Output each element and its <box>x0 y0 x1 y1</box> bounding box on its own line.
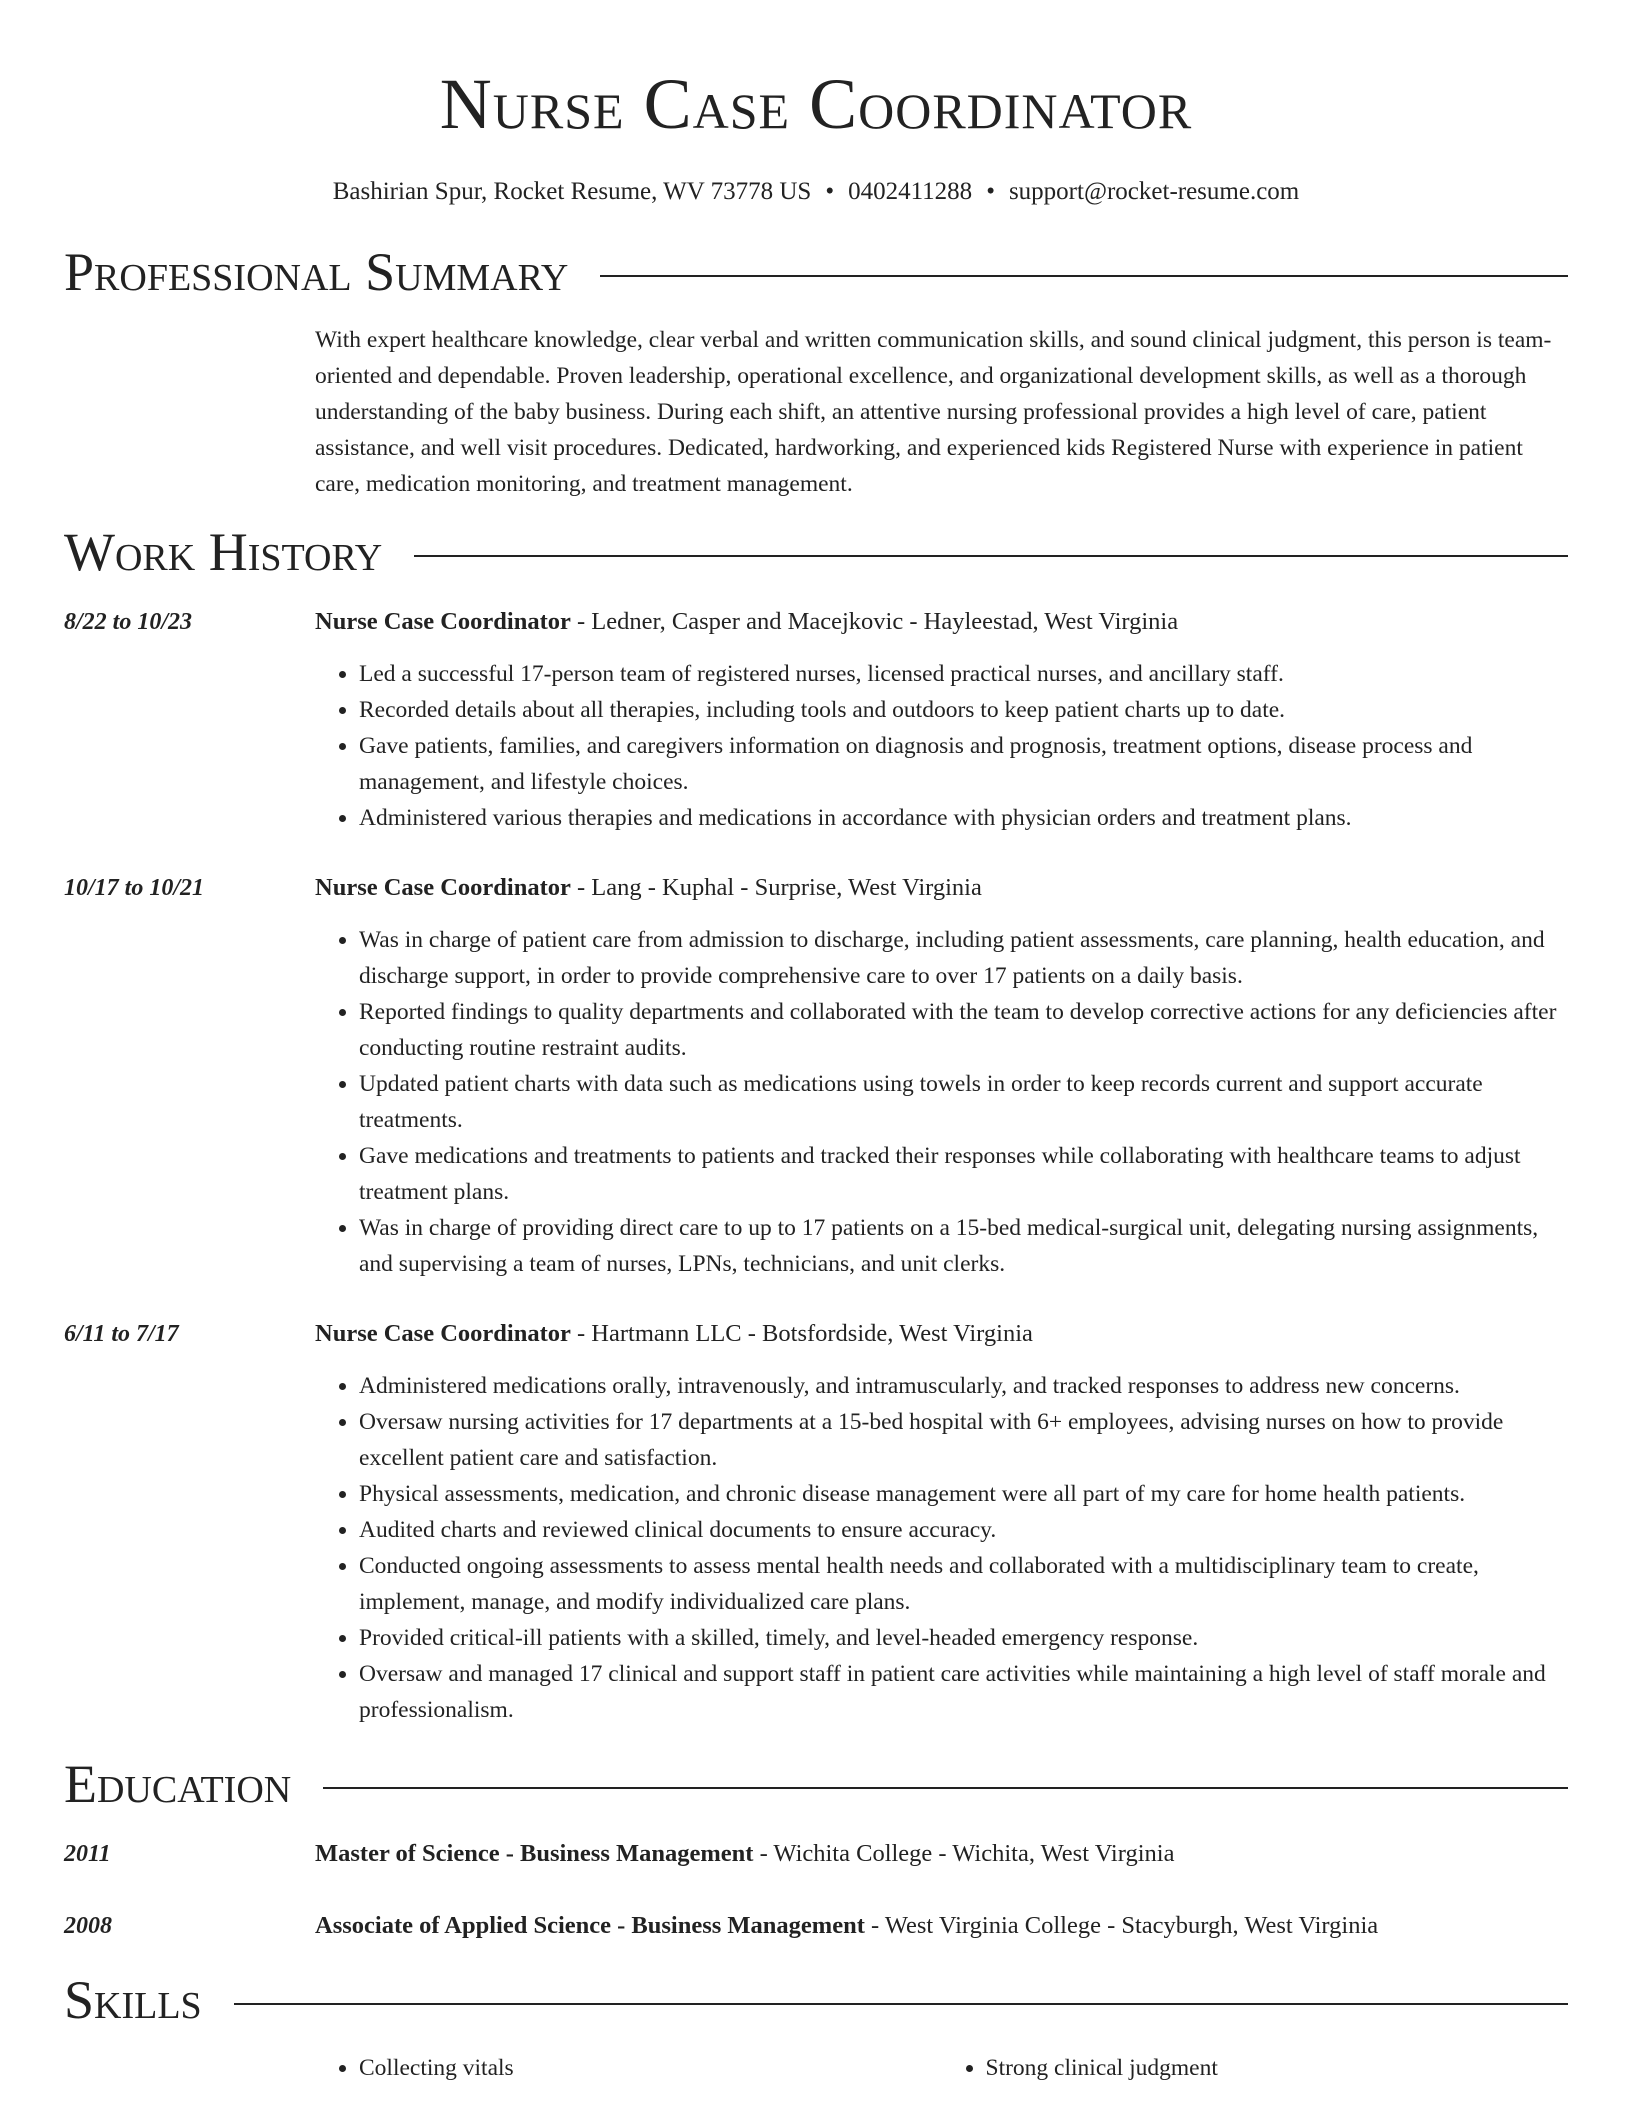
job-bullet: • Conducted ongoing assessments to assess mental health needs and collaborated with a multidisciplinary team to create, implement, manage, and modify individualized care plans. <box>359 1548 1568 1620</box>
contact-email[interactable]: support@rocket-resume.com <box>1008 178 1300 205</box>
job-bullet: • Reported findings to quality departments and collaborated with the team to develop corrective actions for any deficiencies after conducting routine restraint audits. <box>359 994 1568 1066</box>
job-title: Nurse Case Coordinator <box>315 874 571 901</box>
section-divider <box>600 275 1568 277</box>
work-dates: 8/22 to 10/23 <box>64 609 193 635</box>
skills-heading: Skills <box>64 1970 202 2030</box>
job-bullets <box>315 922 1568 1282</box>
education-year: 2011 <box>64 1841 111 1867</box>
contact-separator: • <box>986 178 995 205</box>
job-bullet: • Gave medications and treatments to patients and tracked their responses while collaborating with healthcare teams to adjust treatment plans. <box>359 1138 1568 1210</box>
skills-column-right <box>942 2050 1569 2086</box>
job-bullets <box>315 656 1568 836</box>
job-bullet: • Administered medications orally, intravenously, and intramuscularly, and tracked responses to address new concerns. <box>359 1368 1568 1404</box>
skills-list <box>315 2050 1568 2086</box>
education-degree: Associate of Applied Science - Business Management <box>315 1912 865 1939</box>
work-entry <box>64 604 1568 836</box>
summary-heading: Professional Summary <box>64 242 569 302</box>
job-bullet: • Updated patient charts with data such as medications using towels in order to keep records current and support accurate treatments. <box>359 1066 1568 1138</box>
job-details: - Lang - Kuphal - Surprise, West Virginia <box>570 874 982 901</box>
job-bullet: • Oversaw and managed 17 clinical and support staff in patient care activities while maintaining a high level of staff morale and professionalism. <box>359 1656 1568 1728</box>
job-bullet: • Physical assessments, medication, and chronic disease management were all part of my care for home health patients. <box>359 1476 1568 1512</box>
job-bullet: • Administered various therapies and medications in accordance with physician orders and treatment plans. <box>359 800 1568 836</box>
section-divider <box>234 2003 1568 2005</box>
job-bullet: • Was in charge of providing direct care to up to 17 patients on a 15-bed medical-surgical unit, delegating nursing assignments, and supervising a team of nurses, LPNs, technicians, and unit clerks. <box>359 1210 1568 1282</box>
education-entry <box>64 1836 1568 1872</box>
resume-page <box>64 0 1568 2086</box>
contact-line <box>64 176 1568 208</box>
work-heading: Work History <box>64 522 383 582</box>
skills-section-header <box>64 1970 1568 2030</box>
job-bullet: • Oversaw nursing activities for 17 departments at a 15-bed hospital with 6+ employees, advising nurses on how to provide excellent patient care and satisfaction. <box>359 1404 1568 1476</box>
job-title: Nurse Case Coordinator <box>315 608 571 635</box>
skill-item: • Strong clinical judgment <box>986 2050 1569 2086</box>
summary-section-header <box>64 242 1568 302</box>
education-entry <box>64 1908 1568 1944</box>
job-bullet: • Gave patients, families, and caregivers information on diagnosis and prognosis, treatment options, disease process and management, and lifestyle choices. <box>359 728 1568 800</box>
job-title: Nurse Case Coordinator <box>315 1320 571 1347</box>
work-section-header <box>64 522 1568 582</box>
job-details: - Hartmann LLC - Botsfordside, West Virginia <box>570 1320 1033 1347</box>
candidate-name: Nurse Case Coordinator <box>439 64 1193 144</box>
education-details: - West Virginia College - Stacyburgh, West Virginia <box>864 1912 1379 1939</box>
contact-separator: • <box>825 178 835 205</box>
work-history-list <box>64 604 1568 1728</box>
contact-phone: 0402411288 <box>848 178 973 205</box>
skill-item: • Collecting vitals <box>359 2050 942 2086</box>
work-entry <box>64 870 1568 1282</box>
job-bullet: • Audited charts and reviewed clinical documents to ensure accuracy. <box>359 1512 1568 1548</box>
section-divider <box>323 1787 1568 1789</box>
skills-column-left <box>315 2050 942 2086</box>
contact-address: Bashirian Spur, Rocket Resume, WV 73778 US <box>332 178 812 205</box>
work-dates: 6/11 to 7/17 <box>64 1321 179 1347</box>
education-heading: Education <box>64 1754 292 1814</box>
education-details: - Wichita College - Wichita, West Virginia <box>753 1840 1175 1867</box>
summary-text: With expert healthcare knowledge, clear verbal and written communication skills, and sound clinical judgment, this person is team-oriented and dependable. Proven leadership, operational excellence, and organizational development skills, as well as a thorough understanding of the baby business. During each shift, an attentive nursing professional provides a high level of care, patient assistance, and well visit procedures. Dedicated, hardworking, and experienced kids Registered Nurse with experience in patient care, medication monitoring, and treatment management. <box>315 327 1552 497</box>
job-bullets <box>315 1368 1568 1728</box>
job-details: - Ledner, Casper and Macejkovic - Hayleestad, West Virginia <box>570 608 1179 635</box>
education-section-header <box>64 1754 1568 1814</box>
job-bullet: • Recorded details about all therapies, including tools and outdoors to keep patient charts up to date. <box>359 692 1568 728</box>
job-bullet: • Led a successful 17-person team of registered nurses, licensed practical nurses, and ancillary staff. <box>359 656 1568 692</box>
work-entry <box>64 1316 1568 1728</box>
section-divider <box>414 555 1568 557</box>
work-dates: 10/17 to 10/21 <box>64 875 205 901</box>
job-bullet: • Provided critical-ill patients with a skilled, timely, and level-headed emergency response. <box>359 1620 1568 1656</box>
education-year: 2008 <box>64 1913 112 1939</box>
job-bullet: • Was in charge of patient care from admission to discharge, including patient assessments, care planning, health education, and discharge support, in order to provide comprehensive care to over 17 patients on a daily basis. <box>359 922 1568 994</box>
education-degree: Master of Science - Business Management <box>315 1840 754 1867</box>
